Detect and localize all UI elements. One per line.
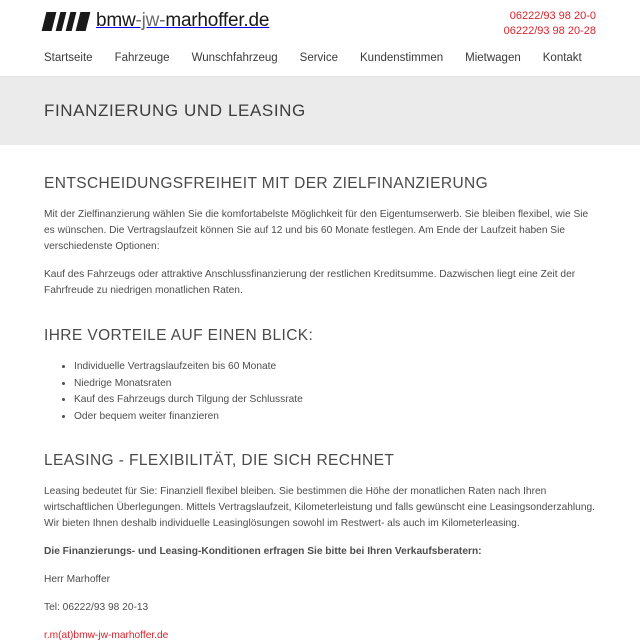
section-heading-leasing: LEASING - FLEXIBILITÄT, DIE SICH RECHNET	[44, 452, 395, 469]
list-item: • Niedrige Monatsraten	[74, 376, 596, 392]
bmw-jw-marhoffer-logo-icon	[42, 12, 91, 31]
section1-paragraph-1: Mit der Zielfinanzierung wählen Sie die komfortabelste Möglichkeit für den Eigentumserwerb. Sie bleiben flexibel, wie Sie es wünschen. Die Vertragslaufzeit können Sie auf 12 und bis 60 Monate festlegen. Am Ende der Laufzeit haben Sie verschiedenste Optionen:	[44, 209, 589, 252]
section1-paragraph-2: Kauf des Fahrzeugs oder attraktive Anschlussfinanzierung der restlichen Kreditsumme. Dazwischen liegt eine Zeit der Fahrfreude zu niedrigen monatlichen Raten.	[44, 269, 576, 296]
nav-item-fahrzeuge[interactable]: Fahrzeuge	[114, 52, 170, 64]
logo-text	[96, 10, 269, 32]
phone-link-1[interactable]: 06222/93 98 20-0	[509, 10, 596, 22]
page-title: FINANZIERUNG UND LEASING	[44, 101, 306, 120]
section-heading-vorteile: IHRE VORTEILE AUF EINEN BLICK:	[44, 327, 314, 344]
main-navigation	[0, 42, 640, 76]
list-item: • Kauf des Fahrzeugs durch Tilgung der Schlussrate	[74, 392, 596, 408]
logo-text-jw: -jw-	[135, 10, 166, 31]
contact-phone: Tel: 06222/93 98 20-13	[44, 602, 149, 613]
logo-text-marhoffer: marhoffer.de	[165, 10, 270, 31]
phone-link-2[interactable]: 06222/93 98 20-28	[503, 25, 596, 37]
contact-lead-text: Die Finanzierungs- und Leasing-Konditionen erfragen Sie bitte bei Ihren Verkaufsberatern:	[44, 546, 482, 557]
header-phone-numbers	[504, 9, 596, 39]
contact-email-link[interactable]: r.m(at)bmw-jw-marhoffer.de	[44, 630, 169, 641]
list-item: • Oder bequem weiter finanzieren	[74, 409, 596, 425]
nav-item-kundenstimmen[interactable]: Kundenstimmen	[360, 52, 444, 64]
section-heading-zielfinanzierung: ENTSCHEIDUNGSFREIHEIT MIT DER ZIELFINANZIERUNG	[44, 175, 489, 192]
site-header	[0, 0, 640, 42]
benefits-list	[44, 359, 596, 424]
site-logo-link[interactable]	[44, 10, 269, 32]
list-item: • Individuelle Vertragslaufzeiten bis 60 Monate	[74, 359, 596, 375]
main-content	[0, 145, 640, 644]
contact-person-name: Herr Marhoffer	[44, 574, 111, 585]
nav-item-kontakt[interactable]: Kontakt	[542, 52, 582, 64]
nav-item-startseite[interactable]: Startseite	[44, 52, 93, 64]
nav-item-mietwagen[interactable]: Mietwagen	[465, 52, 521, 64]
section3-paragraph-1: Leasing bedeutet für Sie: Finanziell flexibel bleiben. Sie bestimmen die Höhe der monatlichen Raten nach Ihren wirtschaftlichen Überlegungen. Mittels Vertragslaufzeit, Kilometerleistung und falls gewünscht eine Leasingsonderzahlung. Wir bieten Ihnen deshalb individuelle Leasinglösungen sowohl im Restwert- als auch im Kilometerleasing.	[44, 486, 596, 529]
nav-item-service[interactable]: Service	[299, 52, 339, 64]
logo-text-bmw: bmw	[96, 10, 136, 31]
page-hero-band	[0, 76, 640, 145]
nav-item-wunschfahrzeug[interactable]: Wunschfahrzeug	[191, 52, 278, 64]
